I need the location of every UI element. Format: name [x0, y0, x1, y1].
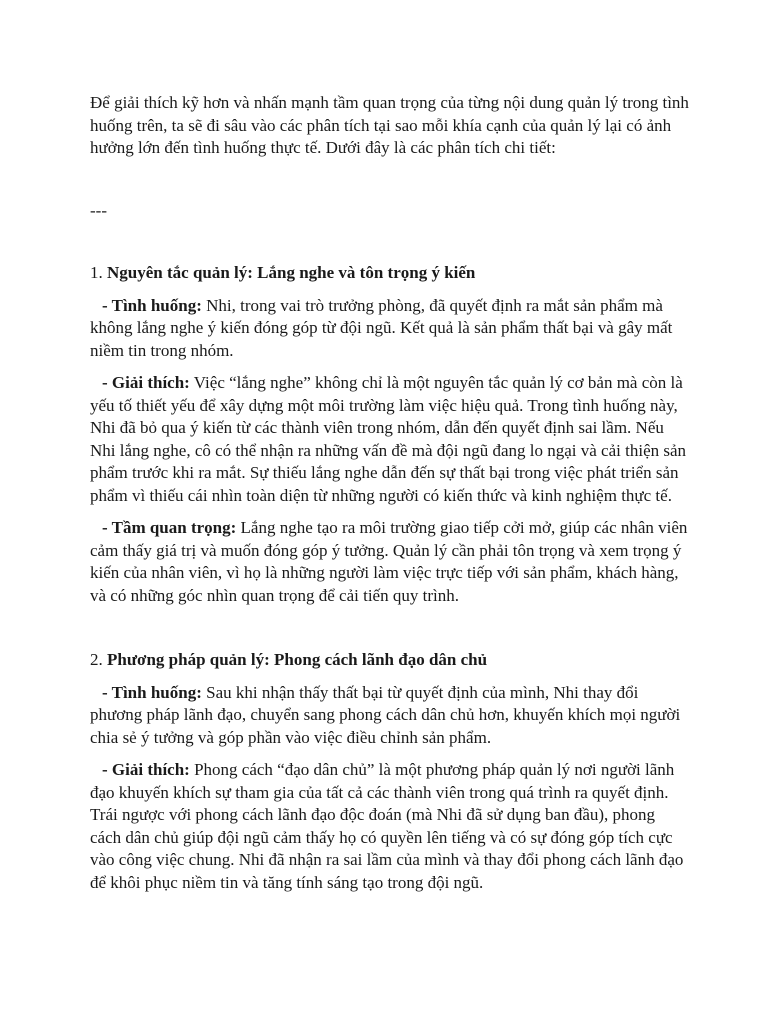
section-number: 2.	[90, 650, 103, 669]
list-item	[90, 682, 690, 750]
item-label: - Tầm quan trọng:	[102, 518, 237, 537]
list-item	[90, 295, 690, 363]
item-text: Phong cách “đạo dân chủ” là một phương pháp quản lý nơi người lãnh đạo khuyến khích sự tham gia của tất cả các thành viên trong quá trình ra quyết định. Trái ngược với phong cách lãnh đạo độc đoán (mà Nhi đã sử dụng ban đầu), phong cách dân chủ giúp đội ngũ cảm thấy họ có quyền lên tiếng và có sự đóng góp tích cực vào công việc chung. Nhi đã nhận ra sai lầm của mình và thay đổi phong cách lãnh đạo để khôi phục niềm tin và tăng tính sáng tạo trong đội ngũ.	[90, 760, 684, 892]
item-text: Nhi, trong vai trò trưởng phòng, đã quyết định ra mắt sản phẩm mà không lắng nghe ý kiến đóng góp từ đội ngũ. Kết quả là sản phẩm thất bại và gây mất niềm tin trong nhóm.	[90, 295, 673, 360]
section-2	[90, 649, 690, 894]
section-heading	[90, 649, 690, 672]
section-heading	[90, 262, 690, 285]
list-item	[90, 759, 690, 894]
item-label: - Tình huống:	[102, 682, 202, 702]
item-text: Sau khi nhận thấy thất bại từ quyết định của mình, Nhi thay đổi phương pháp lãnh đạo, chuyển sang phong cách dân chủ hơn, khuyến khích mọi người chia sẻ ý tưởng và góp phần vào việc điều chỉnh sản phẩm.	[90, 682, 681, 747]
document-page	[90, 92, 690, 904]
section-spacer	[90, 617, 690, 649]
separator-line: ---	[90, 200, 107, 220]
section-1	[90, 262, 690, 607]
intro-paragraph: Để giải thích kỹ hơn và nhấn mạnh tầm quan trọng của từng nội dung quản lý trong tình huống trên, ta sẽ đi sâu vào các phân tích tại sao mỗi khía cạnh của quản lý lại có ảnh hưởng lớn đến tình huống thực tế. Dưới đây là các phân tích chi tiết:	[90, 93, 689, 157]
list-item	[90, 517, 690, 607]
item-label: - Giải thích:	[102, 760, 190, 779]
section-number: 1.	[90, 263, 103, 282]
list-item	[90, 372, 690, 507]
item-label: - Tình huống:	[102, 295, 202, 315]
item-text: Việc “lắng nghe” không chỉ là một nguyên tắc quản lý cơ bản mà còn là yếu tố thiết yếu để xây dựng một môi trường làm việc hiệu quả. Trong tình huống này, Nhi đã bỏ qua ý kiến từ các thành viên trong nhóm, dẫn đến quyết định sai lầm. Nếu Nhi lắng nghe, cô có thể nhận ra những vấn đề mà đội ngũ đang lo ngại và cải thiện sản phẩm trước khi ra mắt. Sự thiếu lắng nghe dẫn đến sự thất bại trong việc phát triển sản phẩm vì thiếu cái nhìn toàn diện từ những người có kiến thức và kinh nghiệm thực tế.	[90, 373, 687, 505]
item-label: - Giải thích:	[102, 373, 190, 392]
section-title: Phương pháp quản lý: Phong cách lãnh đạo dân chủ	[107, 650, 488, 669]
section-title: Nguyên tắc quản lý: Lắng nghe và tôn trọng ý kiến	[107, 263, 476, 282]
item-text: Lắng nghe tạo ra môi trường giao tiếp cởi mở, giúp các nhân viên cảm thấy giá trị và muốn đóng góp ý tưởng. Quản lý cần phải tôn trọng và xem trọng ý kiến của nhân viên, vì họ là những người làm việc trực tiếp với sản phẩm, khách hàng, và có những góc nhìn quan trọng để cải tiến quy trình.	[90, 518, 688, 605]
